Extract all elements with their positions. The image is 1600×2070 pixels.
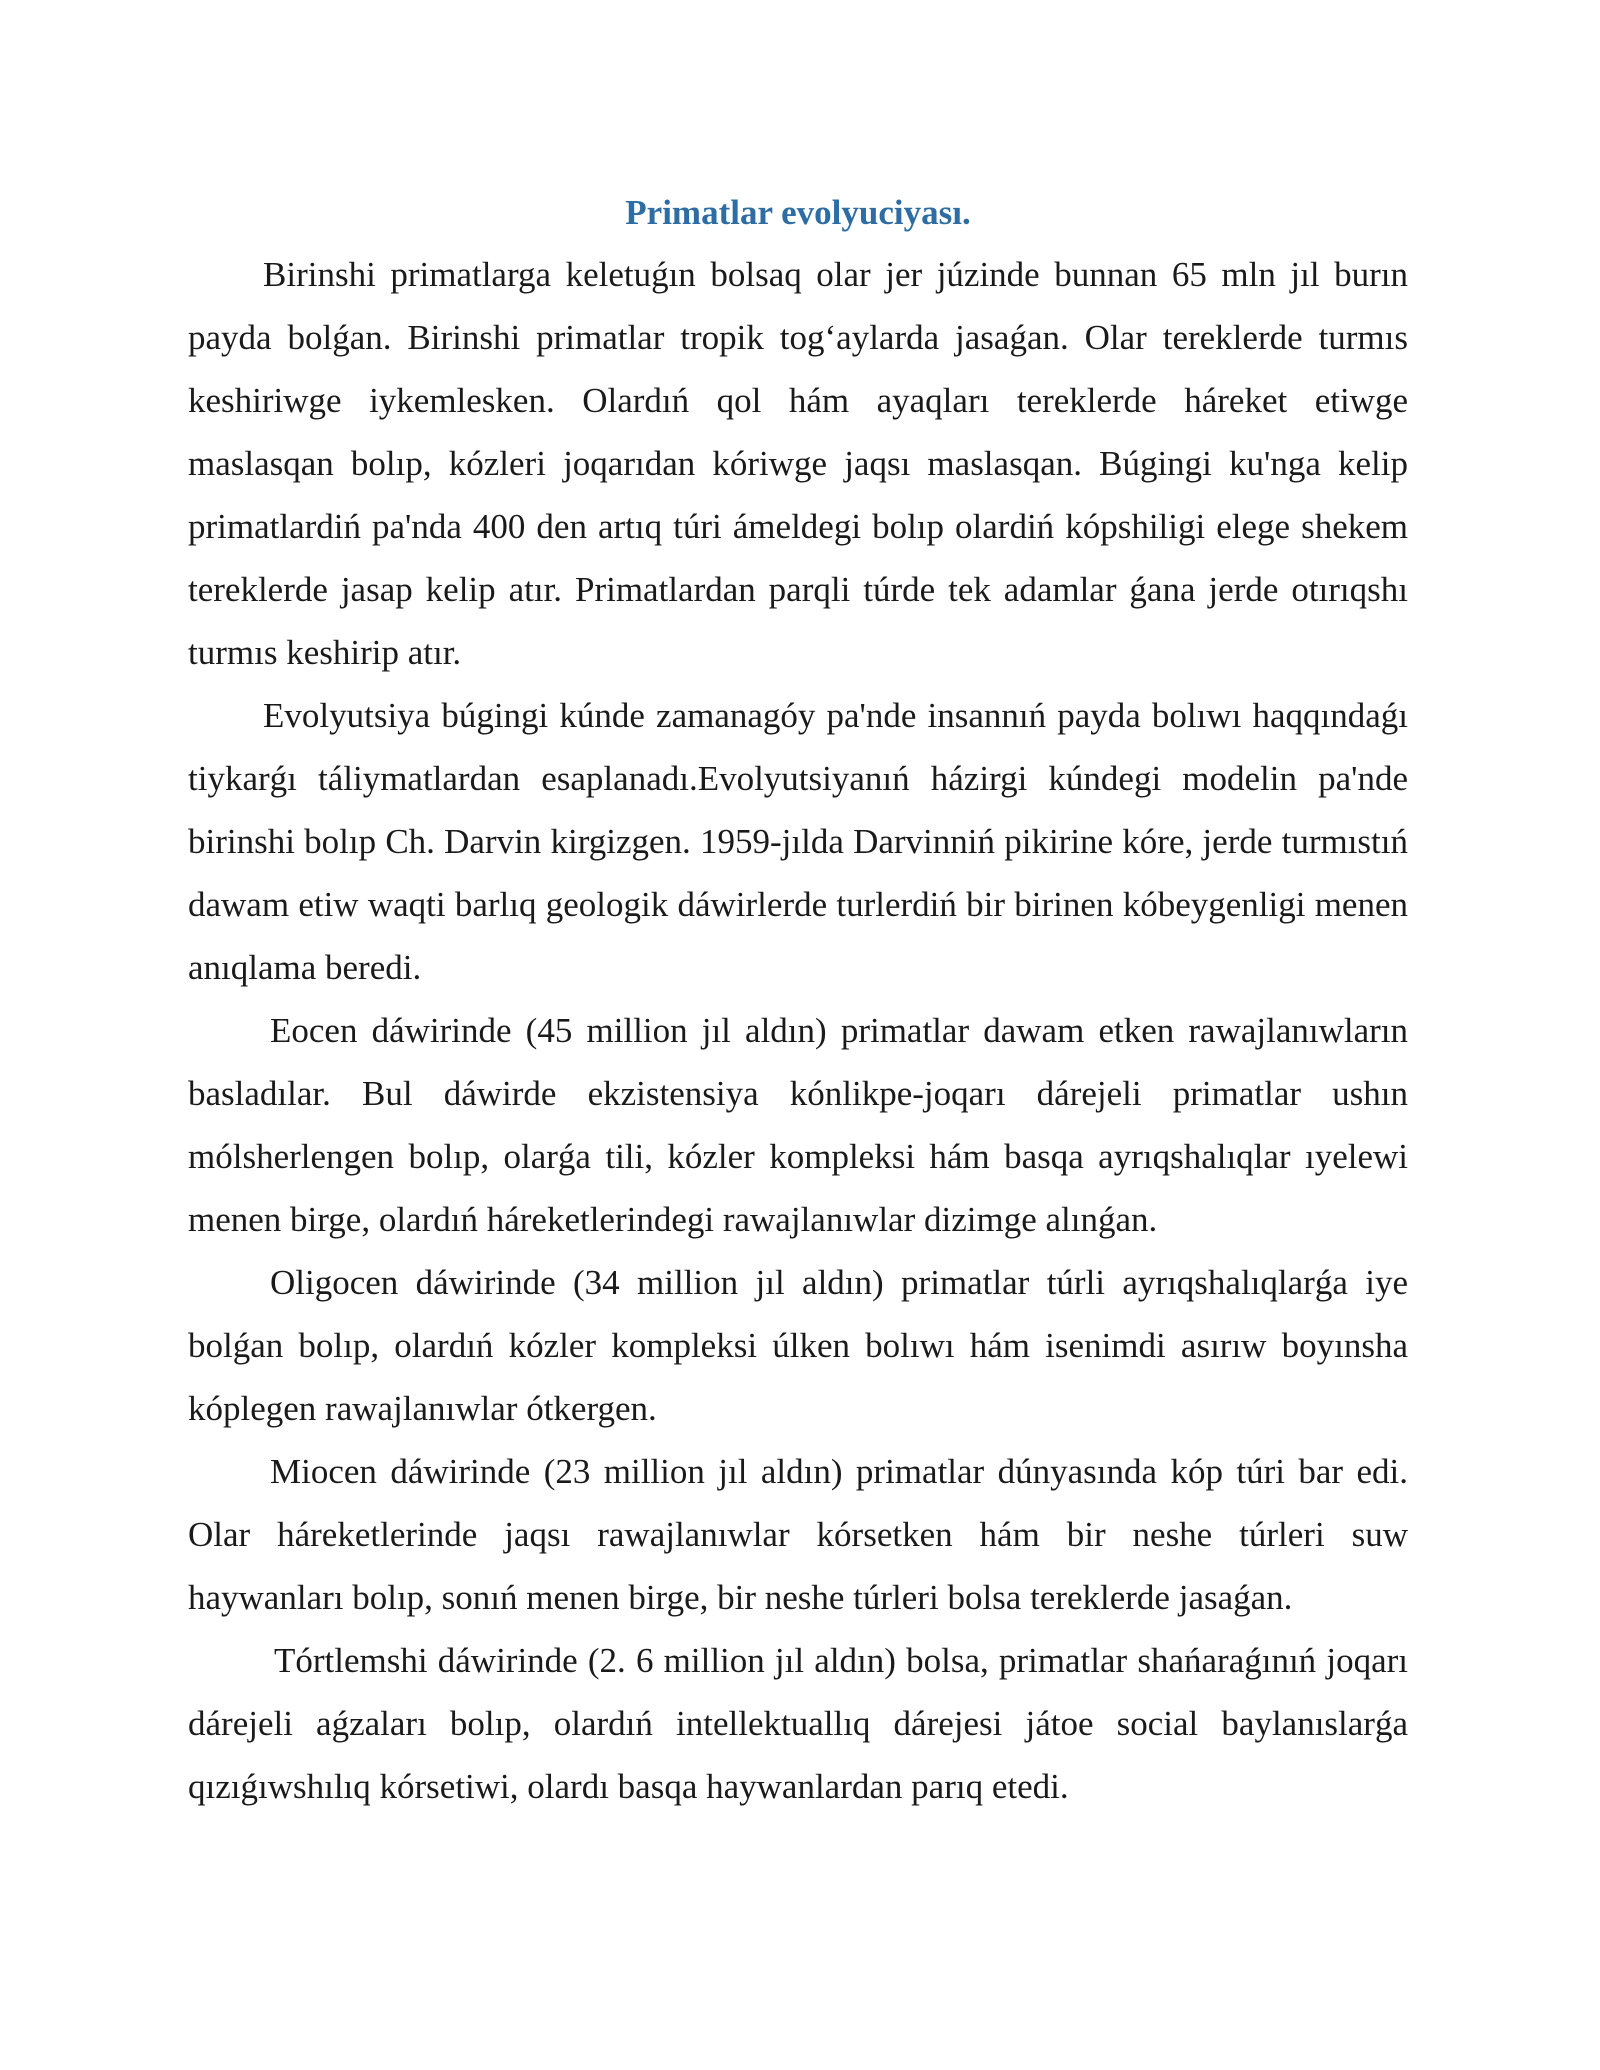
paragraph-birinshi-primatlar: Birinshi primatlarga keletuǵın bolsaq olar jer júzinde bunnan 65 mln jıl burın payda bolǵan. Birinshi primatlar tropik tog‘aylarda jasaǵan. Olar tereklerde turmıs keshiriwge iykemlesken. Olardıń qol hám ayaqları tereklerde háreket etiwge maslasqan bolıp, kózleri joqarıdan kóriwge jaqsı maslasqan. Búgingi ku'nga kelip primatlardiń pa'nda 400 den artıq túri ámeldegi bolıp olardiń kópshiligi elege shekem tereklerde jasap kelip atır. Primatlardan parqli túrde tek adamlar ǵana jerde otırıqshı turmıs keshirip atır.	[188, 255, 1408, 672]
paragraph-evolyutsiya: Evolyutsiya búgingi kúnde zamanagóy pa'nde insannıń payda bolıwı haqqındaǵı tiykarǵı táliymatlardan esaplanadı.Evolyutsiyanıń házirgi kúndegi modelin pa'nde birinshi bolıp Ch. Darvin kirgizgen. 1959-jılda Darvinniń pikirine kóre, jerde turmıstıń dawam etiw waqti barlıq geologik dáwirlerde turlerdiń bir birinen kóbeygenligi menen anıqlama beredi.	[188, 696, 1408, 987]
document-title: Primatlar evolyuciyası.	[625, 193, 971, 232]
paragraph-miocen: Miocen dáwirinde (23 million jıl aldın) primatlar dúnyasında kóp túri bar edi. Olar háreketlerinde jaqsı rawajlanıwlar kórsetken hám bir neshe túrleri suw haywanları bolıp, sonıń menen birge, bir neshe túrleri bolsa tereklerde jasaǵan.	[188, 1452, 1408, 1617]
paragraph-eocen: Eocen dáwirinde (45 million jıl aldın) primatlar dawam etken rawajlanıwların basladılar. Bul dáwirde ekzistensiya kónlikpe-joqarı dárejeli primatlar ushın mólsherlengen bolıp, olarǵa tili, kózler kompleksi hám basqa ayrıqshalıqlar ıyelewi menen birge, olardıń háreketlerindegi rawajlanıwlar dizimge alınǵan.	[188, 1011, 1408, 1239]
document-body	[188, 190, 1408, 1818]
paragraph-oligocen: Oligocen dáwirinde (34 million jıl aldın) primatlar túrli ayrıqshalıqlarǵa iye bolǵan bolıp, olardıń kózler kompleksi úlken bolıwı hám isenimdi asırıw boyınsha kóplegen rawajlanıwlar ótkergen.	[188, 1263, 1408, 1428]
paragraph-tortlemshi: Tórtlemshi dáwirinde (2. 6 million jıl aldın) bolsa, primatlar shańaraǵınıń joqarı dárejeli aǵzaları bolıp, olardıń intellektuallıq dárejesi játoe social baylanıslarǵa qızıǵıwshılıq kórsetiwi, olardı basqa haywanlardan parıq etedi.	[188, 1641, 1408, 1806]
